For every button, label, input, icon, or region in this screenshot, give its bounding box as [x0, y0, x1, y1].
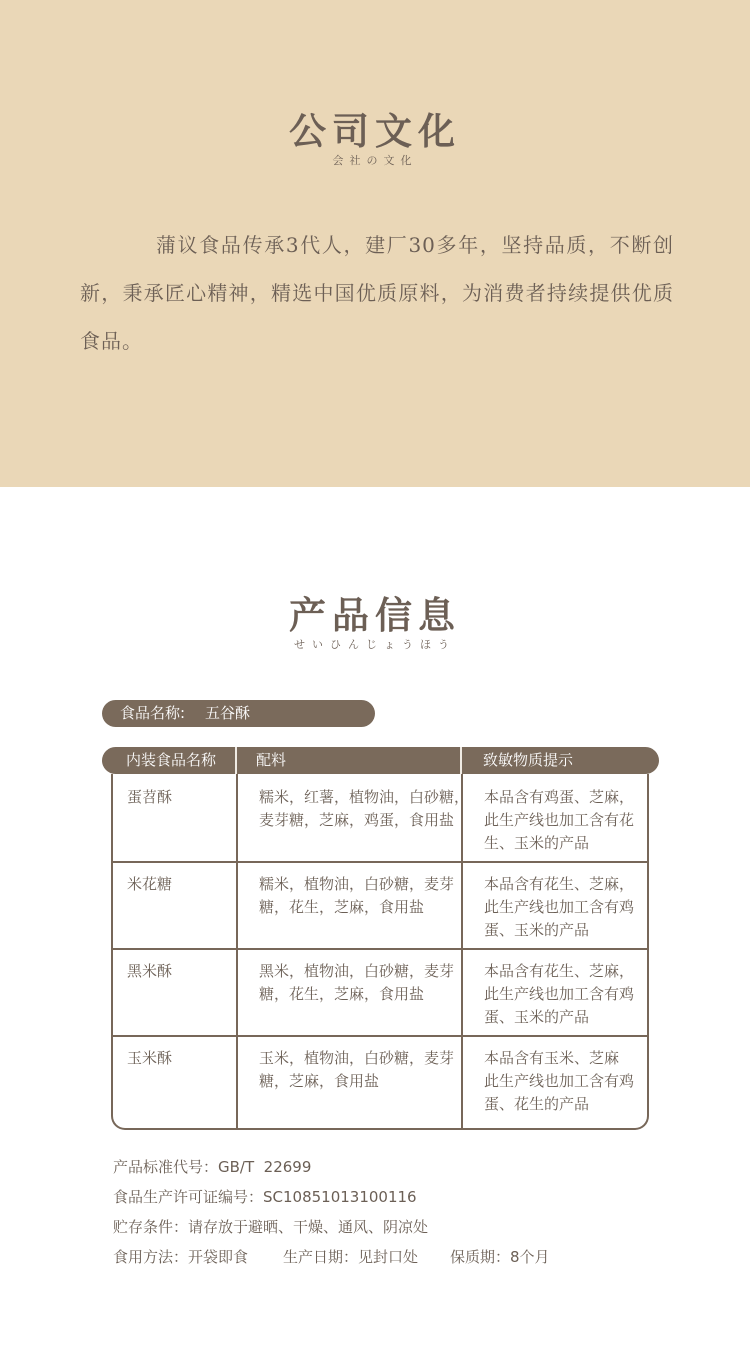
- shelf-life: 保质期：8个月: [450, 1248, 550, 1266]
- table-cell-name: 蛋苕酥: [127, 788, 173, 806]
- food-name-value: 五谷酥: [205, 704, 251, 722]
- column-divider: [236, 774, 238, 1128]
- product-table: [111, 774, 649, 1130]
- row-divider: [113, 1035, 647, 1037]
- culture-body-text: 蒲议食品传承3代人，建厂30多年，坚持品质，不断创新，秉承匠心精神，精选中国优质原料，为消费者持续提供优质食品。: [80, 233, 674, 353]
- row-divider: [113, 861, 647, 863]
- header-item-name: 内装食品名称: [126, 751, 217, 769]
- table-cell-ingredients: 玉米，植物油，白砂糖，麦芽 糖，芝麻，食用盐: [259, 1049, 455, 1090]
- product-standard: 产品标准代号：GB/T 22699: [113, 1158, 312, 1176]
- table-cell-name: 黑米酥: [127, 962, 173, 980]
- culture-title: 公司文化: [289, 109, 461, 153]
- table-cell-allergens: 本品含有鸡蛋、芝麻， 此生产线也加工含有花 生、玉米的产品: [484, 788, 635, 852]
- table-cell-allergens: 本品含有玉米、芝麻 此生产线也加工含有鸡 蛋、花生的产品: [484, 1049, 635, 1113]
- food-name-label: 食品名称:: [120, 704, 186, 722]
- table-cell-allergens: 本品含有花生、芝麻， 此生产线也加工含有鸡 蛋、玉米的产品: [484, 875, 635, 939]
- row-divider: [113, 948, 647, 950]
- product-info-subtitle: せいひんじょうほう: [294, 638, 456, 651]
- header-ingredients: 配料: [256, 751, 287, 769]
- storage-conditions: 贮存条件：请存放于避晒、干燥、通风、阴凉处: [113, 1218, 429, 1236]
- header-divider: [235, 747, 237, 774]
- header-divider: [460, 747, 462, 774]
- production-date: 生产日期：见封口处: [283, 1248, 419, 1266]
- culture-subtitle: 会社の文化: [332, 154, 418, 167]
- table-cell-ingredients: 糯米，植物油，白砂糖，麦芽 糖，花生，芝麻，食用盐: [259, 875, 455, 916]
- table-cell-name: 玉米酥: [127, 1049, 173, 1067]
- company-culture-section: [0, 0, 750, 487]
- usage-method: 食用方法：开袋即食: [113, 1248, 249, 1266]
- table-cell-ingredients: 糯米，红薯，植物油，白砂糖， 麦芽糖，芝麻，鸡蛋，食用盐: [259, 788, 470, 829]
- table-cell-name: 米花糖: [127, 875, 173, 893]
- table-cell-allergens: 本品含有花生、芝麻， 此生产线也加工含有鸡 蛋、玉米的产品: [484, 962, 635, 1026]
- food-name-pill: [102, 700, 375, 727]
- product-info-title: 产品信息: [289, 593, 461, 637]
- table-cell-ingredients: 黑米，植物油，白砂糖，麦芽 糖，花生，芝麻，食用盐: [259, 962, 455, 1003]
- table-header: [102, 747, 659, 774]
- header-allergens: 致敏物质提示: [483, 751, 574, 769]
- production-license: 食品生产许可证编号：SC10851013100116: [113, 1188, 417, 1206]
